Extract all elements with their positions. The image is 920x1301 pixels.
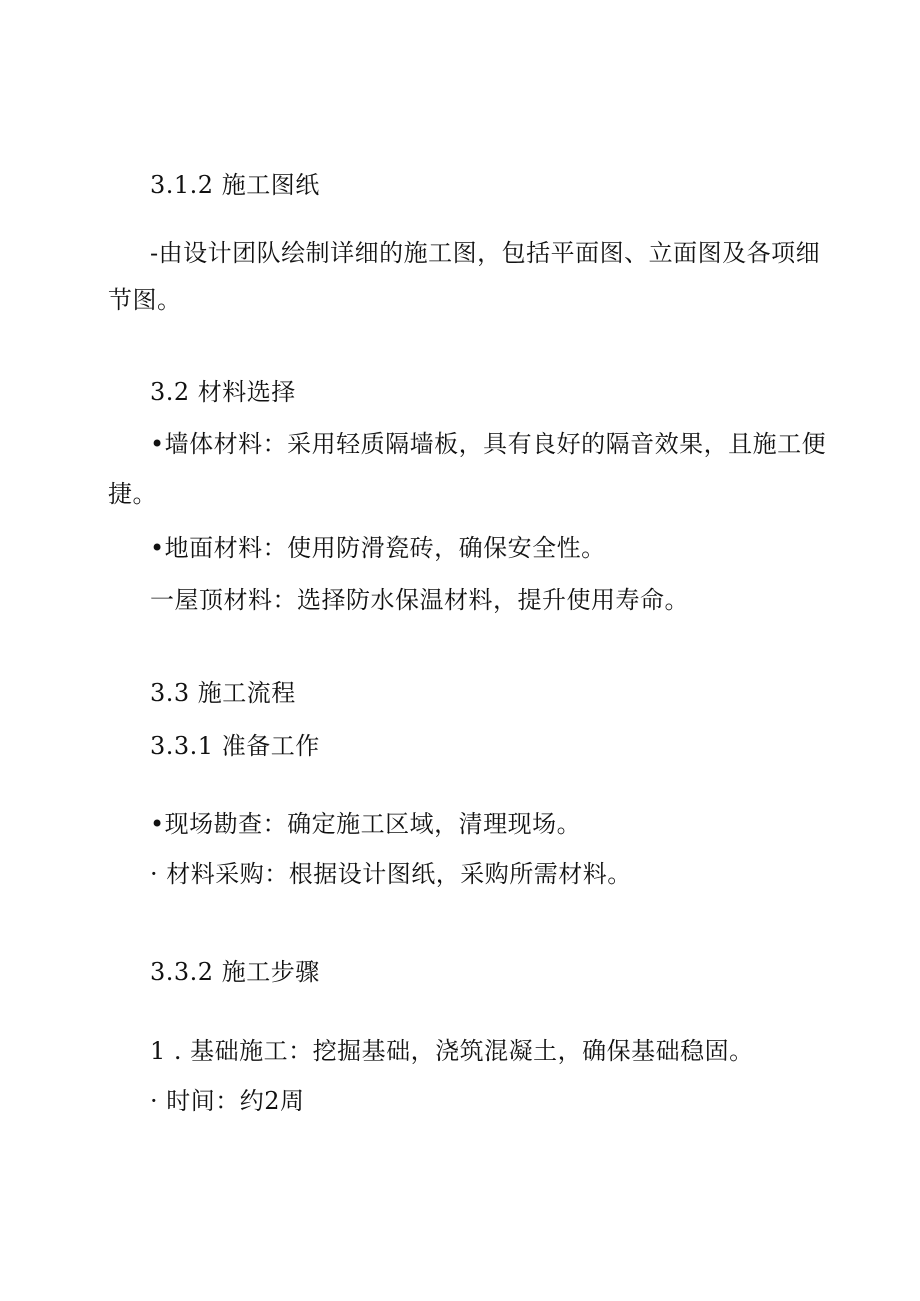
section-heading-3-2: 3.2 材料选择: [150, 378, 296, 406]
section-heading-3-1-2: 3.1.2 施工图纸: [150, 171, 320, 199]
bullet-item: 一屋顶材料：选择防水保温材料，提升使用寿命。: [150, 586, 689, 614]
bullet-item: •墙体材料：采用轻质隔墙板，具有良好的隔音效果，且施工便: [150, 430, 827, 458]
bullet-item: •地面材料：使用防滑瓷砖，确保安全性。: [150, 534, 606, 562]
bullet-item: · 时间：约2周: [150, 1087, 305, 1115]
bullet-item: •现场勘查：确定施工区域，清理现场。: [150, 810, 582, 838]
bullet-item: · 材料采购：根据设计图纸，采购所需材料。: [150, 860, 632, 888]
section-heading-3-3: 3.3 施工流程: [150, 679, 296, 707]
paragraph-line-continuation: 节图。: [108, 286, 182, 314]
bullet-item-continuation: 捷。: [108, 480, 157, 508]
numbered-item: 1 . 基础施工：挖掘基础，浇筑混凝土，确保基础稳固。: [150, 1037, 754, 1065]
paragraph-line: -由设计团队绘制详细的施工图，包括平面图、立面图及各项细: [150, 239, 821, 267]
section-heading-3-3-1: 3.3.1 准备工作: [150, 732, 320, 760]
section-heading-3-3-2: 3.3.2 施工步骤: [150, 958, 320, 986]
